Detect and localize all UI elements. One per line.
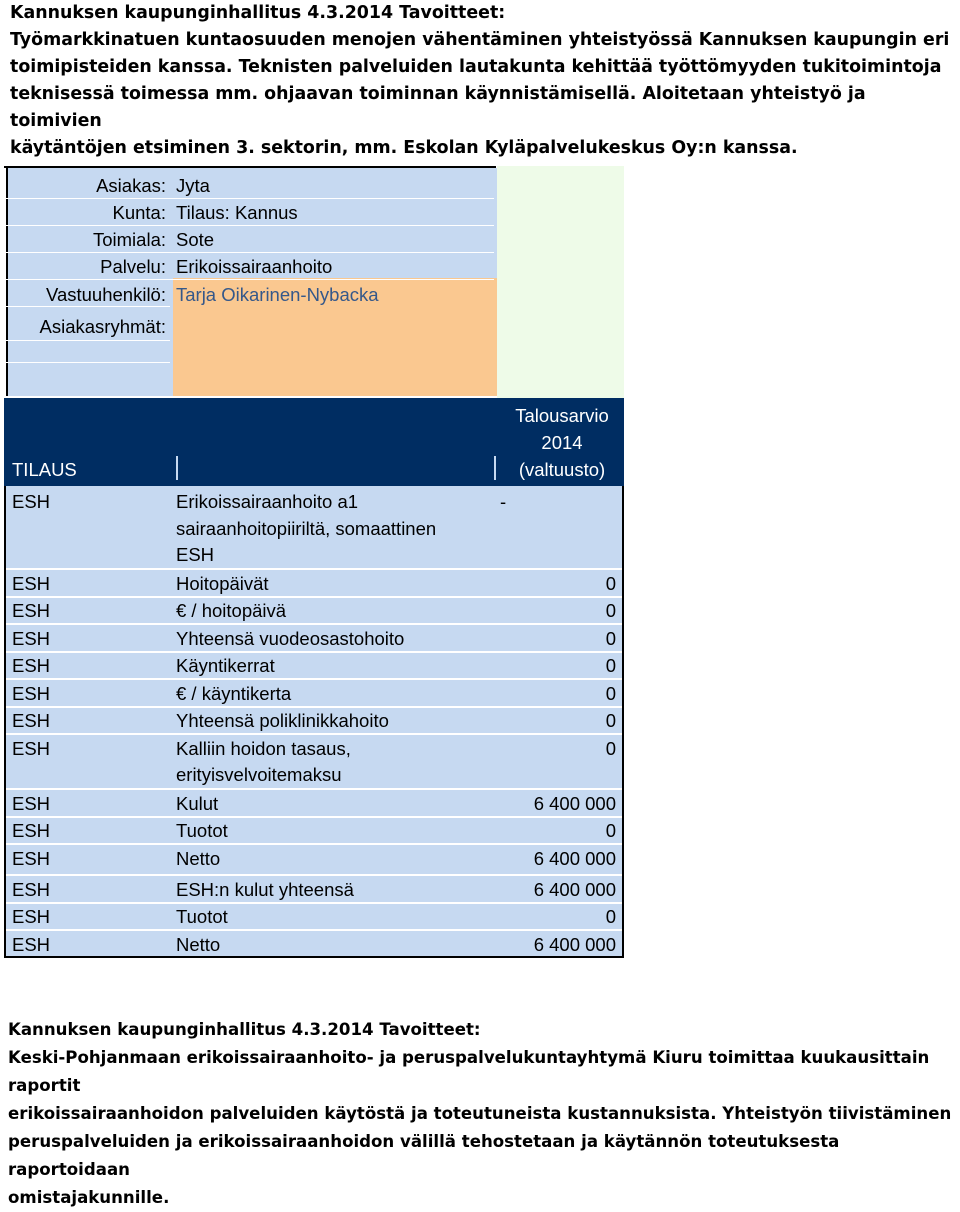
table-cell-desc: Erikoissairaanhoito a1: [176, 491, 359, 512]
table-cell-desc: € / käyntikerta: [176, 683, 292, 704]
table-cell-value: 0: [605, 628, 616, 649]
row-divider: [6, 306, 170, 307]
table-cell-desc: Käyntikerrat: [176, 655, 275, 676]
table-cell-code: ESH: [12, 573, 51, 594]
column-header-budget: [500, 402, 624, 483]
budget-column-background: [497, 166, 624, 398]
row-divider: [6, 225, 494, 226]
table-cell-value: 0: [605, 600, 616, 621]
header-separator: [494, 456, 496, 480]
table-cell-desc: Tuotot: [176, 820, 228, 841]
row-divider: [6, 362, 170, 363]
bottom-paragraph-line: erikoissairaanhoidon palveluiden käytöstä ja toteutuneista kustannuksista. Yhteistyön tiivistäminen: [8, 1104, 952, 1123]
table-cell-value: 6 400 000: [533, 934, 616, 955]
table-cell-code: ESH: [12, 906, 51, 927]
table-cell-value: 6 400 000: [533, 848, 616, 869]
bottom-paragraph-line: Kannuksen kaupunginhallitus 4.3.2014 Tavoitteet:: [8, 1020, 481, 1039]
top-paragraph-line: käytäntöjen etsiminen 3. sektorin, mm. Eskolan Kyläpalvelukeskus Oy:n kanssa.: [10, 138, 798, 158]
budget-header-line: (valtuusto): [518, 459, 606, 480]
bottom-paragraph-line: Keski-Pohjanmaan erikoissairaanhoito- ja peruspalvelukuntayhtymä Kiuru toimittaa kuukausittain raportit: [8, 1048, 930, 1095]
table-cell-code: ESH: [12, 600, 51, 621]
top-paragraph-line: Kannuksen kaupunginhallitus 4.3.2014 Tavoitteet:: [10, 3, 506, 23]
budget-header-line: 2014: [541, 432, 583, 453]
table-cell-desc: Netto: [176, 848, 221, 869]
table-cell-value: -: [500, 491, 507, 512]
municipality-value: Tilaus: Kannus: [176, 202, 298, 223]
row-divider: [6, 340, 170, 341]
bottom-paragraph: [8, 1016, 958, 1212]
table-cell-code: ESH: [12, 848, 51, 869]
header-separator: [176, 456, 178, 480]
table-cell-desc: sairaanhoitopiiriltä, somaattinen: [176, 518, 437, 539]
top-paragraph-line: teknisessä toimessa mm. ohjaavan toiminnan käynnistämisellä. Aloitetaan yhteistyö ja toimivien: [10, 84, 866, 131]
sector-value: Sote: [176, 229, 215, 250]
budget-header-line: Talousarvio: [515, 405, 609, 426]
row-divider: [6, 198, 494, 199]
table-cell-value: 0: [605, 683, 616, 704]
table-cell-code: ESH: [12, 879, 51, 900]
table-cell-desc: Tuotot: [176, 906, 228, 927]
column-header-order: TILAUS: [12, 459, 77, 480]
table-header: [4, 398, 624, 486]
table-cell-code: ESH: [12, 491, 51, 512]
top-paragraph: [10, 0, 955, 162]
table-cell-desc: erityisvelvoitemaksu: [176, 764, 342, 785]
table-cell-desc: Yhteensä vuodeosastohoito: [176, 628, 405, 649]
table-cell-value: 0: [605, 573, 616, 594]
table-cell-code: ESH: [12, 628, 51, 649]
sector-label: Toimiala:: [93, 229, 166, 250]
customer-value: Jyta: [176, 175, 210, 196]
bottom-paragraph-line: omistajakunnille.: [8, 1188, 170, 1207]
responsible-value: Tarja Oikarinen-Nybacka: [176, 284, 379, 305]
table-cell-desc: Yhteensä poliklinikkahoito: [176, 710, 389, 731]
header-top-border: [4, 166, 496, 168]
table-cell-value: 0: [605, 655, 616, 676]
row-divider: [6, 252, 494, 253]
table-cell-desc: Kalliin hoidon tasaus,: [176, 738, 351, 759]
table-cell-desc: ESH:n kulut yhteensä: [176, 879, 354, 900]
top-paragraph-line: toimipisteiden kanssa. Teknisten palveluiden lautakunta kehittää työttömyyden tukitoimintoja: [10, 57, 942, 77]
bottom-paragraph-line: peruspalveluiden ja erikoissairaanhoidon välillä tehostetaan ja käytännön toteutuksesta raportoidaan: [8, 1132, 840, 1179]
table-cell-code: ESH: [12, 738, 51, 759]
table-cell-value: 6 400 000: [533, 793, 616, 814]
table-cell-value: 0: [605, 820, 616, 841]
table-cell-desc: € / hoitopäivä: [176, 600, 287, 621]
customer-label: Asiakas:: [96, 175, 166, 196]
table-cell-code: ESH: [12, 820, 51, 841]
table-cell-value: 0: [605, 710, 616, 731]
customer-groups-label: Asiakasryhmät:: [39, 316, 166, 337]
table-cell-desc: Netto: [176, 934, 221, 955]
service-value: Erikoissairaanhoito: [176, 256, 333, 277]
service-label: Palvelu:: [100, 256, 166, 277]
table-cell-value: 0: [605, 738, 616, 759]
row-divider: [6, 279, 494, 280]
table-cell-code: ESH: [12, 655, 51, 676]
responsible-label: Vastuuhenkilö:: [46, 284, 166, 305]
table-cell-desc: Kulut: [176, 793, 219, 814]
header-info-block: [4, 166, 624, 398]
table-cell-code: ESH: [12, 793, 51, 814]
table-cell-desc: ESH: [176, 544, 215, 565]
municipality-label: Kunta:: [112, 202, 166, 223]
top-paragraph-line: Työmarkkinatuen kuntaosuuden menojen vähentäminen yhteistyössä Kannuksen kaupungin eri: [10, 30, 950, 50]
table-cell-desc: Hoitopäivät: [176, 573, 269, 594]
table-cell-code: ESH: [12, 934, 51, 955]
table-cell-value: 0: [605, 906, 616, 927]
table-cell-code: ESH: [12, 710, 51, 731]
table-cell-value: 6 400 000: [533, 879, 616, 900]
table-cell-code: ESH: [12, 683, 51, 704]
